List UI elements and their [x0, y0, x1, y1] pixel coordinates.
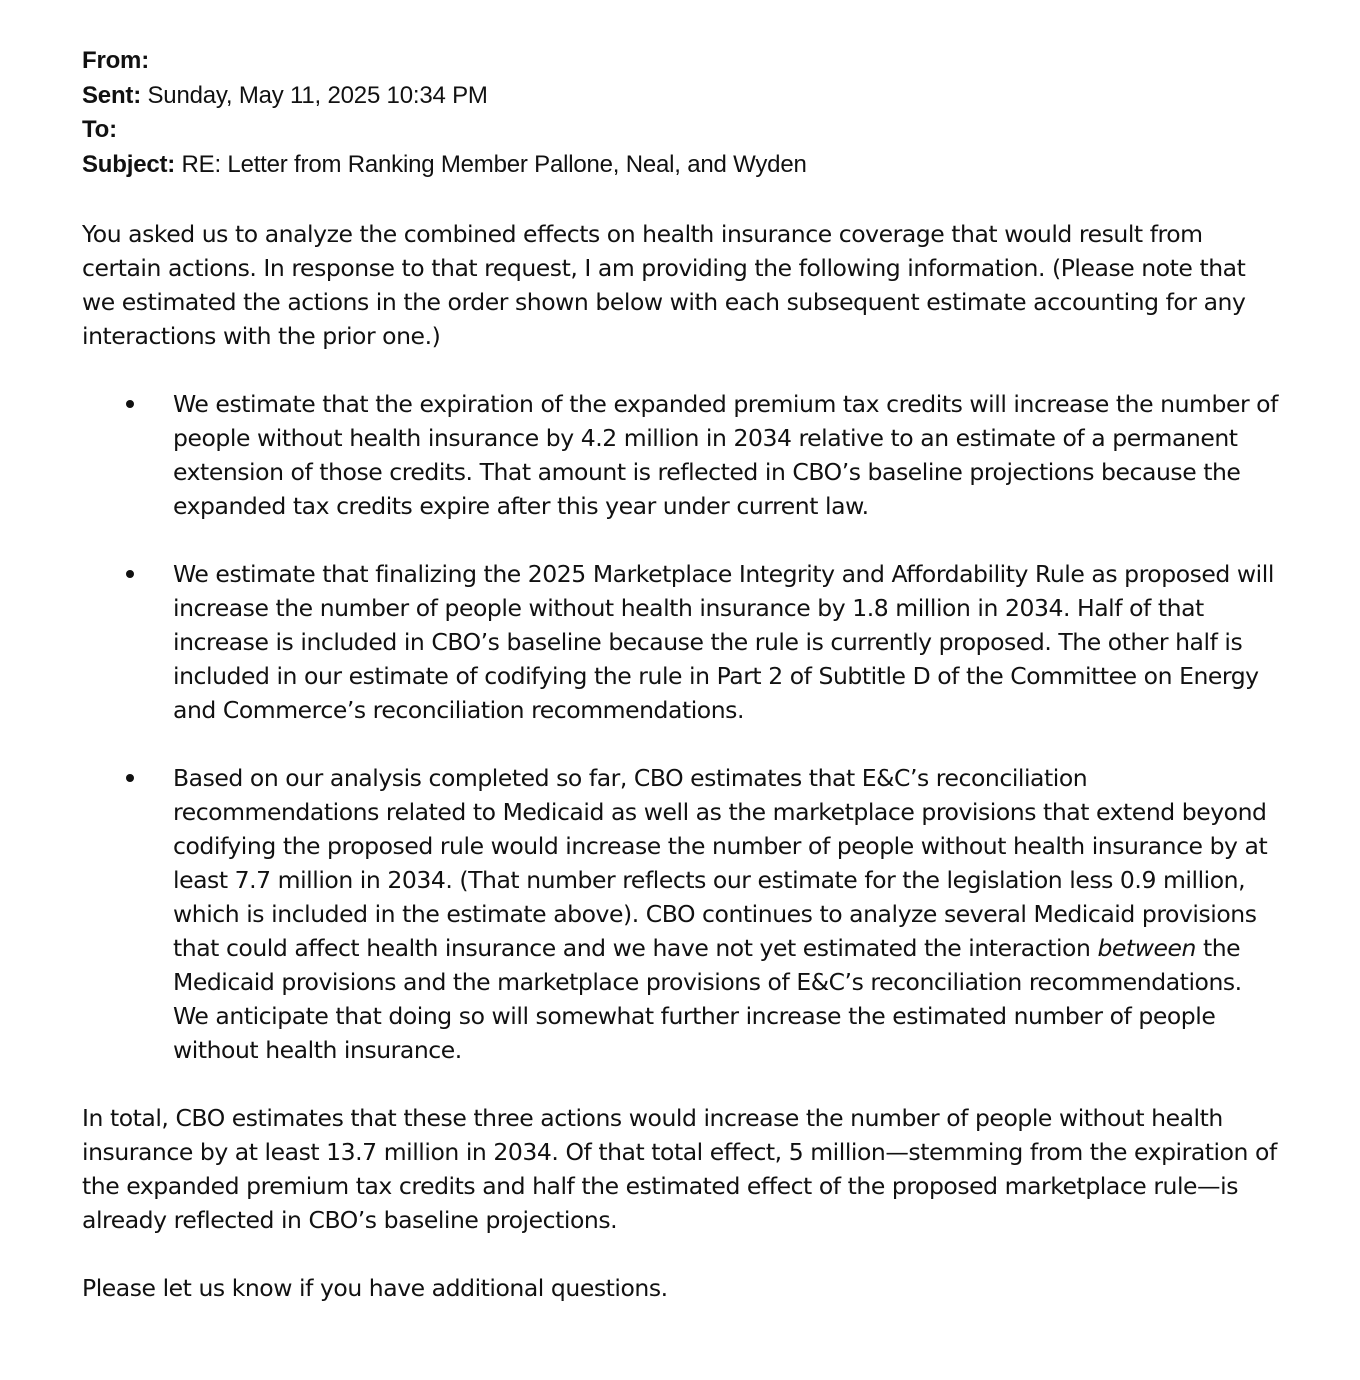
- sent-value: Sunday, May 11, 2025 10:34 PM: [147, 81, 488, 109]
- bullet-text-before: Based on our analysis completed so far, CBO estimates that E&C’s reconciliation recommendations related to Medicaid as well as the marketplace provisions that extend beyond codifying the proposed rule would increase the number of people without health insurance by at least 7.7 million in 2034. (That number reflects our estimate for the legislation less 0.9 million, which is included in the estimate above). CBO continues to analyze several Medicaid provisions that could affect health insurance and we have not yet estimated the interaction: [173, 764, 1268, 962]
- bullet-text: We estimate that the expiration of the expanded premium tax credits will increase the number of people without health insurance by 4.2 million in 2034 relative to an estimate of a permanent extension of those credits. That amount is reflected in CBO’s baseline projections because the expanded tax credits expire after this year under current law.: [173, 390, 1278, 520]
- sent-label: Sent:: [82, 81, 142, 109]
- closing-paragraph: Please let us know if you have additional questions.: [82, 1274, 668, 1302]
- sent-line: [82, 79, 1282, 114]
- bullet-icon: [126, 400, 134, 408]
- subject-value: RE: Letter from Ranking Member Pallone, Neal, and Wyden: [181, 150, 807, 178]
- bullet-item: [82, 387, 1282, 523]
- bullet-icon: [126, 570, 134, 578]
- bullet-text-emphasis: between: [1097, 934, 1196, 962]
- email-header: [82, 44, 1282, 182]
- summary-paragraph: In total, CBO estimates that these three actions would increase the number of people without health insurance by at least 13.7 million in 2034. Of that total effect, 5 million—stemming from the expiration of the expanded premium tax credits and half the estimated effect of the proposed marketplace rule—is already reflected in CBO’s baseline projections.: [82, 1104, 1277, 1234]
- bullet-item: [82, 761, 1282, 1067]
- subject-label: Subject:: [82, 150, 176, 178]
- intro-paragraph: You asked us to analyze the combined effects on health insurance coverage that would result from certain actions. In response to that request, I am providing the following information. (Please note that we estimated the actions in the order shown below with each subsequent estimate accounting for any interactions with the prior one.): [82, 220, 1246, 350]
- bullet-item: [82, 557, 1282, 727]
- bullet-text-after: the Medicaid provisions and the marketplace provisions of E&C’s reconciliation recommendations. We anticipate that doing so will somewhat further increase the estimated number of people without health insurance.: [173, 934, 1242, 1064]
- bullet-icon: [126, 774, 134, 782]
- subject-line: [82, 148, 1282, 183]
- from-line: [82, 44, 1282, 79]
- from-label: From:: [82, 47, 149, 74]
- to-label: To:: [82, 116, 117, 143]
- bullet-text: We estimate that finalizing the 2025 Marketplace Integrity and Affordability Rule as proposed will increase the number of people without health insurance by 1.8 million in 2034. Half of that increase is included in CBO’s baseline because the rule is currently proposed. The other half is included in our estimate of codifying the rule in Part 2 of Subtitle D of the Committee on Energy and Commerce’s reconciliation recommendations.: [173, 560, 1274, 724]
- email-message: [82, 44, 1282, 1305]
- to-line: [82, 113, 1282, 148]
- bullet-list: [82, 387, 1282, 1067]
- email-body: [82, 217, 1282, 1305]
